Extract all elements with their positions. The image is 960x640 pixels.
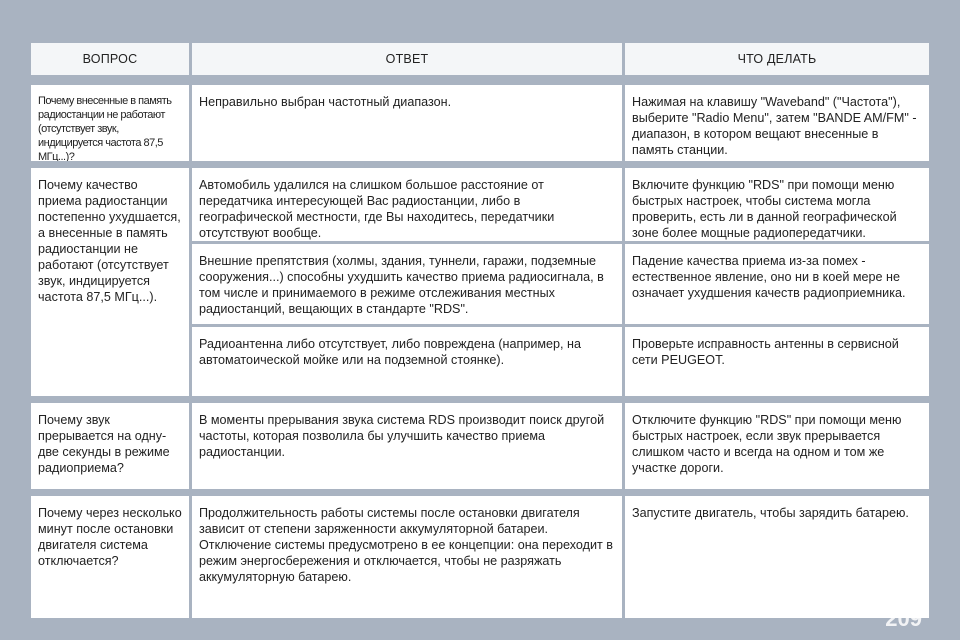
action-cell: Отключите функцию "RDS" при помощи меню быстрых настроек, если звук прерывается слишком часто и всегда на одном и том же участке дороги. — [625, 403, 929, 489]
header-answer: ОТВЕТ — [192, 43, 622, 75]
table-row — [31, 403, 929, 489]
table-row — [31, 496, 929, 618]
answer-cell: Автомобиль удалился на слишком большое расстояние от передатчика интересующей Вас радиостанции, либо в географической местности, где Вы находитесь, передатчики отсутствуют вообще. — [192, 168, 622, 241]
page-number: 209 — [885, 606, 922, 631]
action-cell: Запустите двигатель, чтобы зарядить батарею. — [625, 496, 929, 618]
sub-row — [192, 168, 929, 241]
question-cell: Почему звук прерывается на одну-две секунды в режиме радиоприема? — [31, 403, 189, 489]
action-cell: Нажимая на клавишу "Waveband" ("Частота"), выберите "Radio Menu", затем "BANDE AM/FM" - диапазон, в котором вещают внесенные в память станции. — [625, 85, 929, 161]
action-cell: Включите функцию "RDS" при помощи меню быстрых настроек, чтобы система могла проверить, есть ли в данной географической зоне более мощные радиопередатчики. — [625, 168, 929, 241]
sub-rows — [192, 168, 929, 396]
table-row — [31, 168, 929, 396]
answer-cell: Внешние препятствия (холмы, здания, туннели, гаражи, подземные сооружения...) способны ухудшить качество приема радиосигнала, в том числе и принимаемого в режиме отслеживания местных радиостанций, вещающих в стандарте "RDS". — [192, 244, 622, 324]
answer-cell: В моменты прерывания звука система RDS производит поиск другой частоты, которая позволила бы улучшить качество приема радиостанции. — [192, 403, 622, 489]
question-cell: Почему через несколько минут после остановки двигателя система отключается? — [31, 496, 189, 618]
table-row — [31, 85, 929, 161]
answer-cell: Радиоантенна либо отсутствует, либо повреждена (например, на автоматоической мойке или на подземной стоянке). — [192, 327, 622, 396]
header-action: ЧТО ДЕЛАТЬ — [625, 43, 929, 75]
sub-row — [192, 244, 929, 324]
answer-cell: Неправильно выбран частотный диапазон. — [192, 85, 622, 161]
table-header — [31, 43, 929, 75]
question-cell: Почему качество приема радиостанции постепенно ухудшается, а внесенные в память радиостанции не работают (отсутствует звук, индицируется частота 87,5 МГц...). — [31, 168, 189, 396]
action-cell: Проверьте исправность антенны в сервисной сети PEUGEOT. — [625, 327, 929, 396]
sub-row — [192, 327, 929, 396]
faq-table — [31, 43, 929, 621]
header-question: ВОПРОС — [31, 43, 189, 75]
answer-cell: Продолжительность работы системы после остановки двигателя зависит от степени заряженности аккумуляторной батареи. Отключение системы предусмотрено в ее концепции: она переходит в режим энергосбережения и отключается, чтобы не разряжать аккумуляторную батарею. — [192, 496, 622, 618]
action-cell: Падение качества приема из-за помех - естественное явление, оно ни в коей мере не означает ухудшения качеств радиоприемника. — [625, 244, 929, 324]
question-cell: Почему внесенные в память радиостанции не работают (отсутствует звук, индицируется частота 87,5 МГц...)? — [31, 85, 189, 161]
